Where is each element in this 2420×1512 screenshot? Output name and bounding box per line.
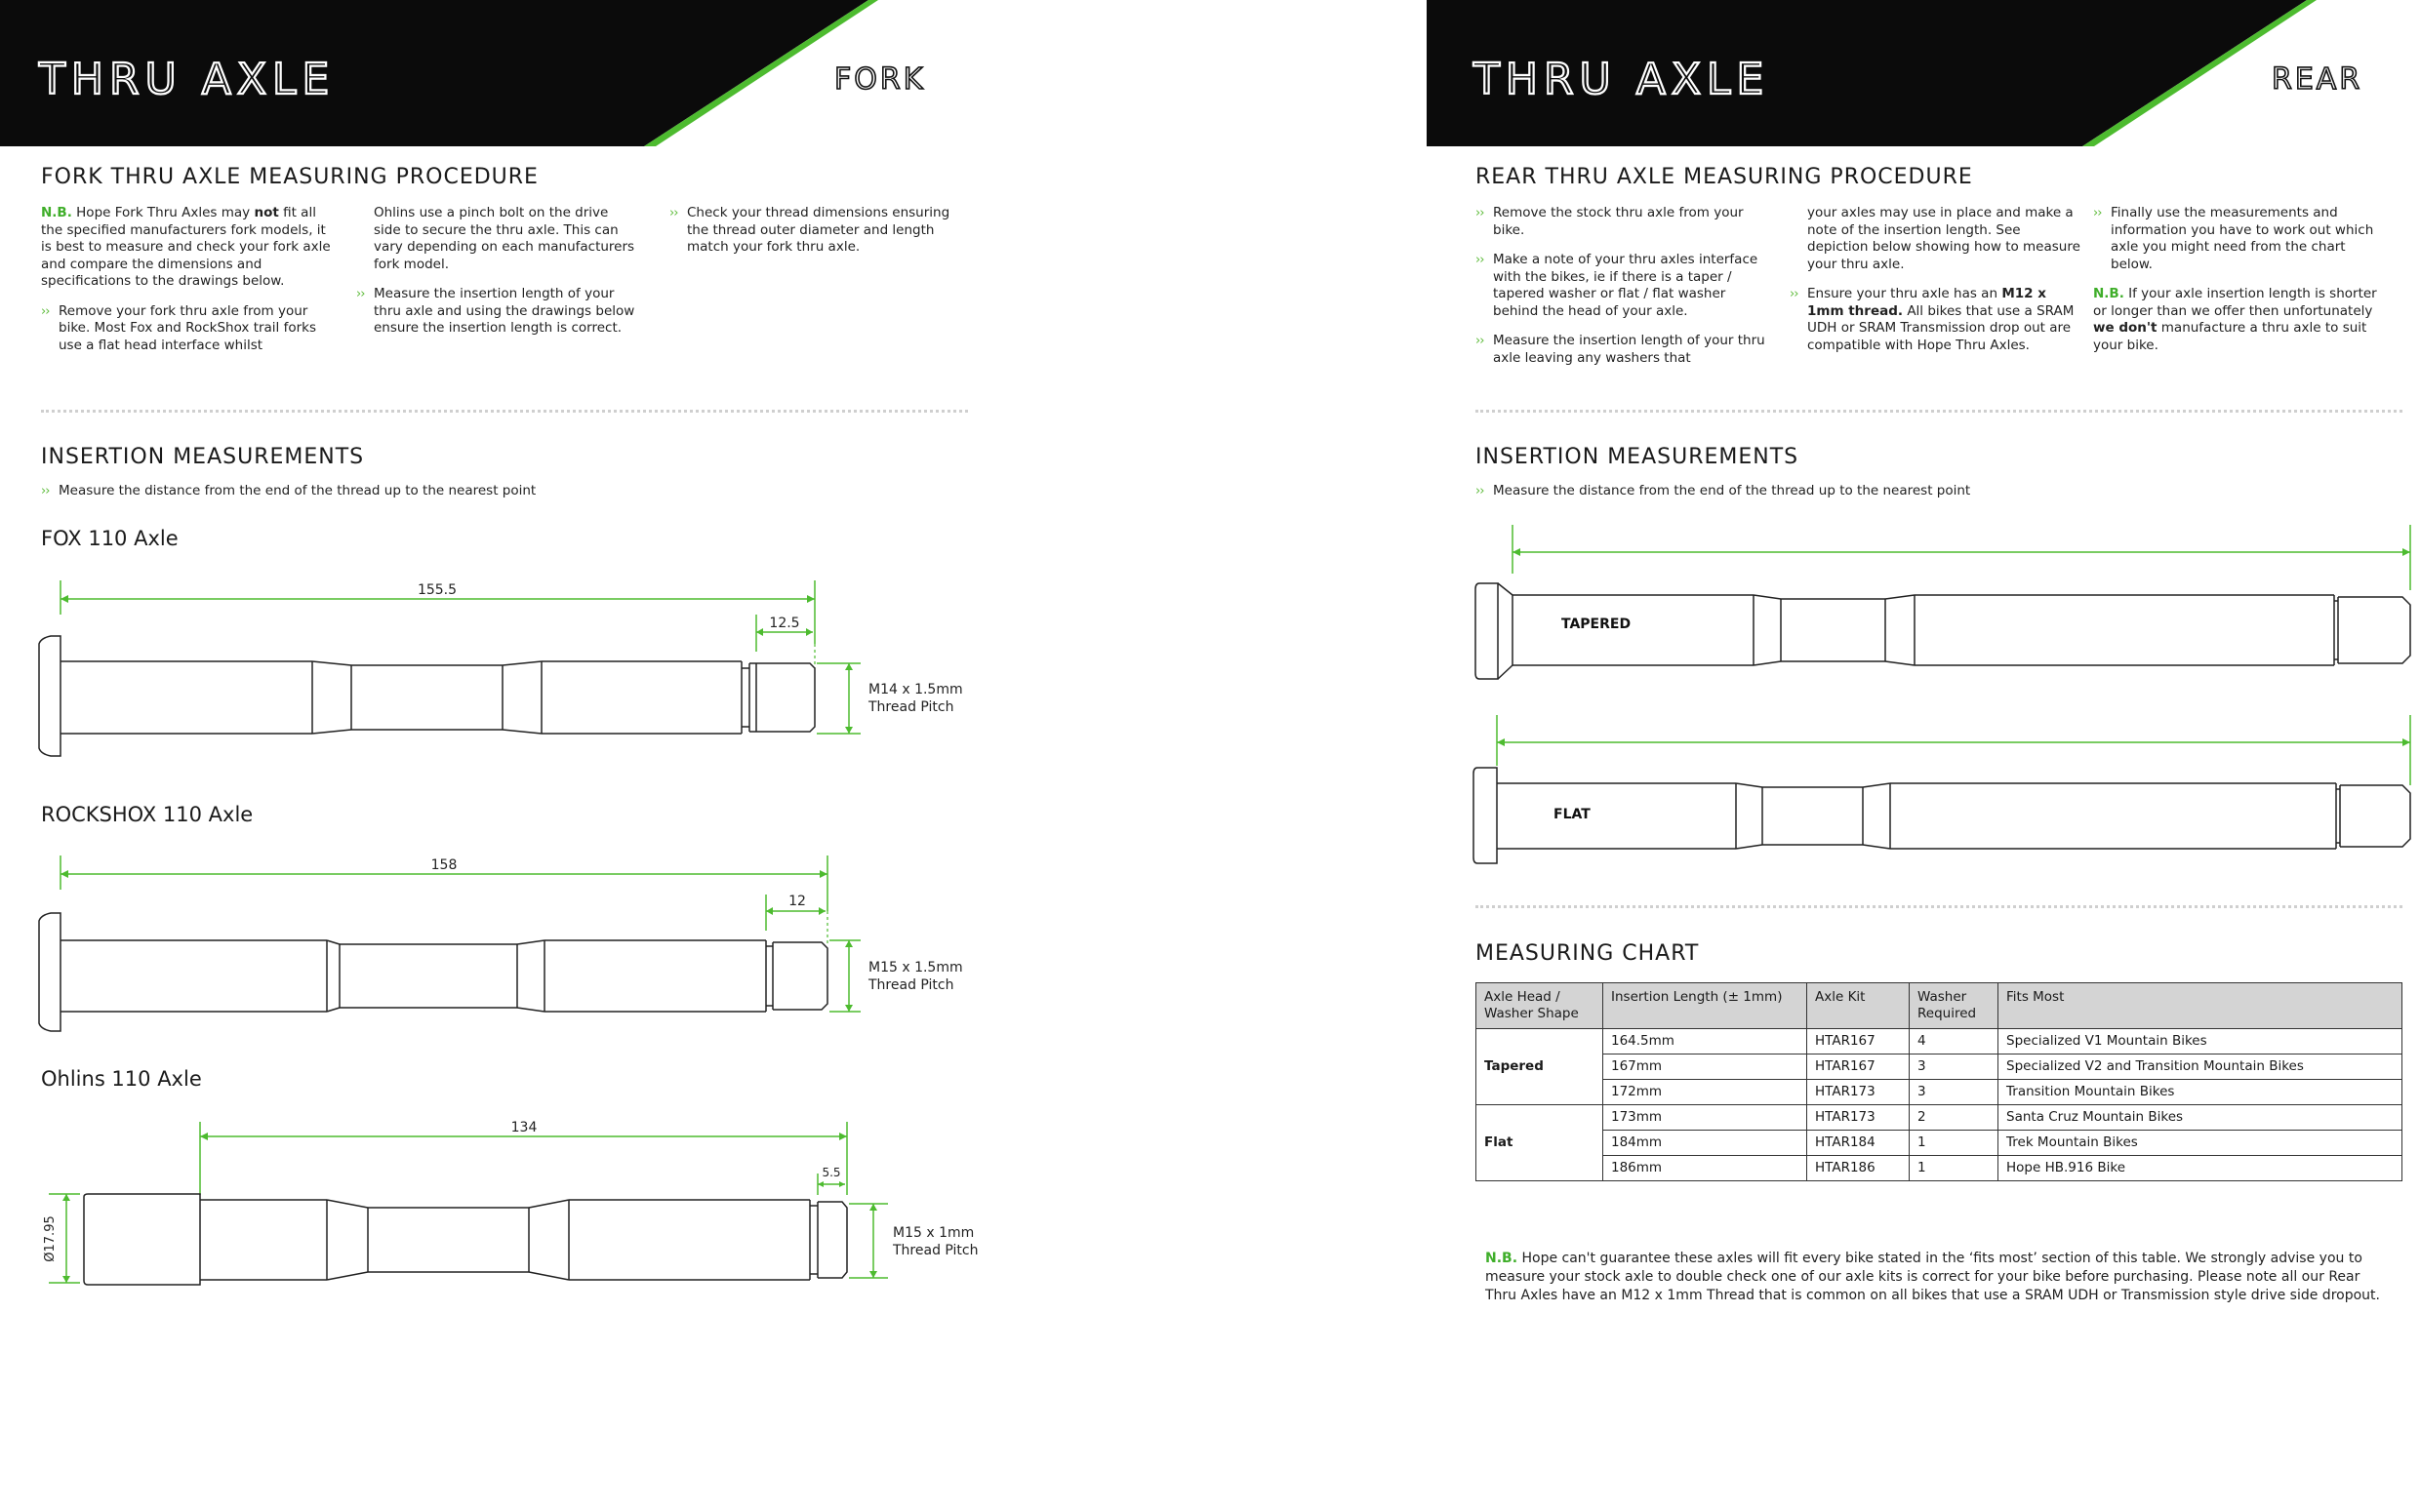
footnote-text: Hope can't guarantee these axles will fit every bike stated in the ‘fits most’ section of this table. We strongly advise you to measure your stock axle to double check one of our axle kits is correct for your bike before purchasing. Please note all our Rear Thru Axles have an M12 x 1mm Thread that is common on all bikes that use a SRAM UDH or Transmission style drive side dropout.	[1485, 1251, 2380, 1303]
ohlins-diameter-label: Ø17.95	[43, 1215, 58, 1262]
rear-col2-continuation: your axles may use in place and make a note of the insertion length. See depiction below showing how to measure your thru axle.	[1807, 205, 2080, 272]
measuring-chart-heading: MEASURING CHART	[1475, 941, 1700, 966]
length-cell: 186mm	[1603, 1156, 1807, 1181]
kit-cell: HTAR184	[1807, 1131, 1910, 1156]
footnote-nb-label: N.B.	[1485, 1251, 1518, 1266]
rear-step-3: ›› Measure the insertion length of your thru axle leaving any washers that	[1475, 333, 1768, 367]
fits-cell: Hope HB.916 Bike	[1998, 1156, 2402, 1181]
tapered-label: TAPERED	[1561, 617, 1632, 632]
fits-cell: Specialized V2 and Transition Mountain Bikes	[1998, 1054, 2402, 1080]
rear-procedure-col1	[1475, 205, 1768, 379]
fork-divider	[41, 410, 968, 413]
col-head-length: Insertion Length (± 1mm)	[1603, 983, 1807, 1029]
chart-header-row	[1476, 983, 2402, 1029]
fork-procedure-col3	[669, 205, 962, 269]
shape-cell-tapered: Tapered	[1476, 1029, 1603, 1105]
table-row	[1476, 1029, 2402, 1054]
rear-nb-paragraph	[2093, 286, 2386, 354]
fits-cell: Santa Cruz Mountain Bikes	[1998, 1105, 2402, 1131]
washer-cell: 1	[1910, 1131, 1998, 1156]
ohlins-length-label: 134	[510, 1120, 538, 1135]
washer-cell: 2	[1910, 1105, 1998, 1131]
fork-step-3: ›› Check your thread dimensions ensuring the thread outer diameter and length match your fork thru axle.	[669, 205, 962, 257]
table-row	[1476, 1105, 2402, 1131]
rockshox-thread-label: M15 x 1.5mm	[868, 960, 963, 975]
fork-procedure-heading: FORK THRU AXLE MEASURING PROCEDURE	[41, 165, 539, 189]
length-cell: 172mm	[1603, 1080, 1807, 1105]
washer-cell: 3	[1910, 1054, 1998, 1080]
length-cell: 173mm	[1603, 1105, 1807, 1131]
rear-nb-label: N.B.	[2093, 286, 2124, 301]
rear-nb-pre: If your axle insertion length is shorter or longer than we offer then unfortunately	[2093, 286, 2377, 319]
fork-procedure-col2	[356, 205, 639, 350]
rear-step-4-pre: Ensure your thru axle has an	[1807, 286, 1998, 301]
fox-thread-length-label: 12.5	[769, 616, 800, 631]
rear-header-tag: REAR	[2272, 62, 2363, 97]
ohlins-thread-length-label: 5.5	[822, 1166, 841, 1179]
rockshox-axle-title: ROCKSHOX 110 Axle	[41, 803, 254, 826]
kit-cell: HTAR186	[1807, 1156, 1910, 1181]
length-cell: 164.5mm	[1603, 1029, 1807, 1054]
rear-step-1: ›› Remove the stock thru axle from your bike.	[1475, 205, 1768, 239]
rear-divider-1	[1475, 410, 2402, 413]
fork-nb-label: N.B.	[41, 205, 72, 220]
col-head-washer: Washer Required	[1910, 983, 1998, 1029]
fork-step-1: ›› Remove your fork thru axle from your bike. Most Fox and RockShox trail forks use a flat head interface whilst	[41, 303, 334, 355]
shape-cell-flat: Flat	[1476, 1105, 1603, 1181]
rear-nb-bold: we don't	[2093, 320, 2158, 336]
table-row	[1476, 1131, 2402, 1156]
fork-nb-post: fit all the specified manufacturers fork models, it is best to measure and check your fork axle and compare the dimensions and specifications to the drawings below.	[41, 205, 331, 289]
chart-footnote	[1485, 1250, 2393, 1305]
ohlins-axle-drawing	[29, 1117, 1005, 1312]
measuring-chart-table	[1475, 982, 2402, 1181]
flat-axle-drawing	[1466, 707, 2420, 883]
fork-procedure-col1	[41, 205, 334, 367]
rockshox-length-label: 158	[430, 857, 458, 873]
col-head-kit: Axle Kit	[1807, 983, 1910, 1029]
fork-col2-continuation: Ohlins use a pinch bolt on the drive side to secure the thru axle. This can vary depending on each manufacturers fork model.	[374, 205, 635, 272]
fits-cell: Transition Mountain Bikes	[1998, 1080, 2402, 1105]
fork-step-2: ›› Measure the insertion length of your thru axle and using the drawings below ensure the insertion length is correct.	[356, 286, 639, 338]
rear-procedure-col2	[1790, 205, 2080, 367]
ohlins-axle-title: Ohlins 110 Axle	[41, 1067, 202, 1091]
fox-thread-label: M14 x 1.5mm	[868, 682, 963, 697]
washer-cell: 1	[1910, 1156, 1998, 1181]
kit-cell: HTAR167	[1807, 1029, 1910, 1054]
kit-cell: HTAR173	[1807, 1080, 1910, 1105]
fork-insertion-note: ›› Measure the distance from the end of the thread up to the nearest point	[41, 483, 839, 500]
rear-step-5: ›› Finally use the measurements and information you have to work out which axle you might need from the chart below.	[2093, 205, 2386, 273]
ohlins-thread-label: M15 x 1mm	[893, 1225, 975, 1241]
fork-header-tag: FORK	[834, 62, 926, 97]
tapered-axle-drawing	[1466, 517, 2420, 693]
fork-nb-paragraph	[41, 205, 334, 291]
fox-length-label: 155.5	[417, 582, 458, 598]
fox-axle-drawing	[29, 576, 1005, 771]
col-head-shape: Axle Head / Washer Shape	[1476, 983, 1603, 1029]
fork-header-title: THRU AXLE	[39, 55, 336, 104]
rear-step-4-bold: M12 x 1mm thread.	[1807, 286, 2046, 319]
rockshox-thread-length-label: 12	[788, 894, 806, 909]
rear-page	[1427, 0, 2420, 1512]
table-row	[1476, 1080, 2402, 1105]
rear-divider-2	[1475, 905, 2402, 908]
flat-label: FLAT	[1553, 807, 1591, 822]
rear-insertion-note: ›› Measure the distance from the end of the thread up to the nearest point	[1475, 483, 2274, 500]
fork-nb-pre: Hope Fork Thru Axles may	[76, 205, 251, 220]
fits-cell: Specialized V1 Mountain Bikes	[1998, 1029, 2402, 1054]
fox-pitch-label: Thread Pitch	[868, 699, 954, 715]
fork-nb-bold: not	[254, 205, 279, 220]
fox-axle-title: FOX 110 Axle	[41, 527, 179, 550]
rockshox-pitch-label: Thread Pitch	[868, 977, 954, 993]
washer-cell: 3	[1910, 1080, 1998, 1105]
col-head-fits: Fits Most	[1998, 983, 2402, 1029]
washer-cell: 4	[1910, 1029, 1998, 1054]
fork-insertion-heading: INSERTION MEASUREMENTS	[41, 445, 365, 469]
rockshox-axle-drawing	[29, 851, 1005, 1046]
rear-header-title: THRU AXLE	[1473, 55, 1770, 104]
rear-step-4-post: All bikes that use a SRAM UDH or SRAM Transmission drop out are compatible with Hope Thru Axles.	[1807, 302, 2075, 353]
length-cell: 167mm	[1603, 1054, 1807, 1080]
ohlins-pitch-label: Thread Pitch	[893, 1243, 979, 1258]
table-row	[1476, 1054, 2402, 1080]
rear-procedure-heading: REAR THRU AXLE MEASURING PROCEDURE	[1475, 165, 1973, 189]
kit-cell: HTAR167	[1807, 1054, 1910, 1080]
rear-step-4	[1790, 286, 2080, 354]
length-cell: 184mm	[1603, 1131, 1807, 1156]
rear-step-2: ›› Make a note of your thru axles interface with the bikes, ie if there is a taper / tapered washer or flat / flat washer behind the head of your axle.	[1475, 252, 1768, 320]
rear-procedure-col3	[2093, 205, 2386, 367]
rear-nb-post: manufacture a thru axle to suit your bike.	[2093, 320, 2367, 353]
table-row	[1476, 1156, 2402, 1181]
rear-insertion-heading: INSERTION MEASUREMENTS	[1475, 445, 1799, 469]
fits-cell: Trek Mountain Bikes	[1998, 1131, 2402, 1156]
kit-cell: HTAR173	[1807, 1105, 1910, 1131]
